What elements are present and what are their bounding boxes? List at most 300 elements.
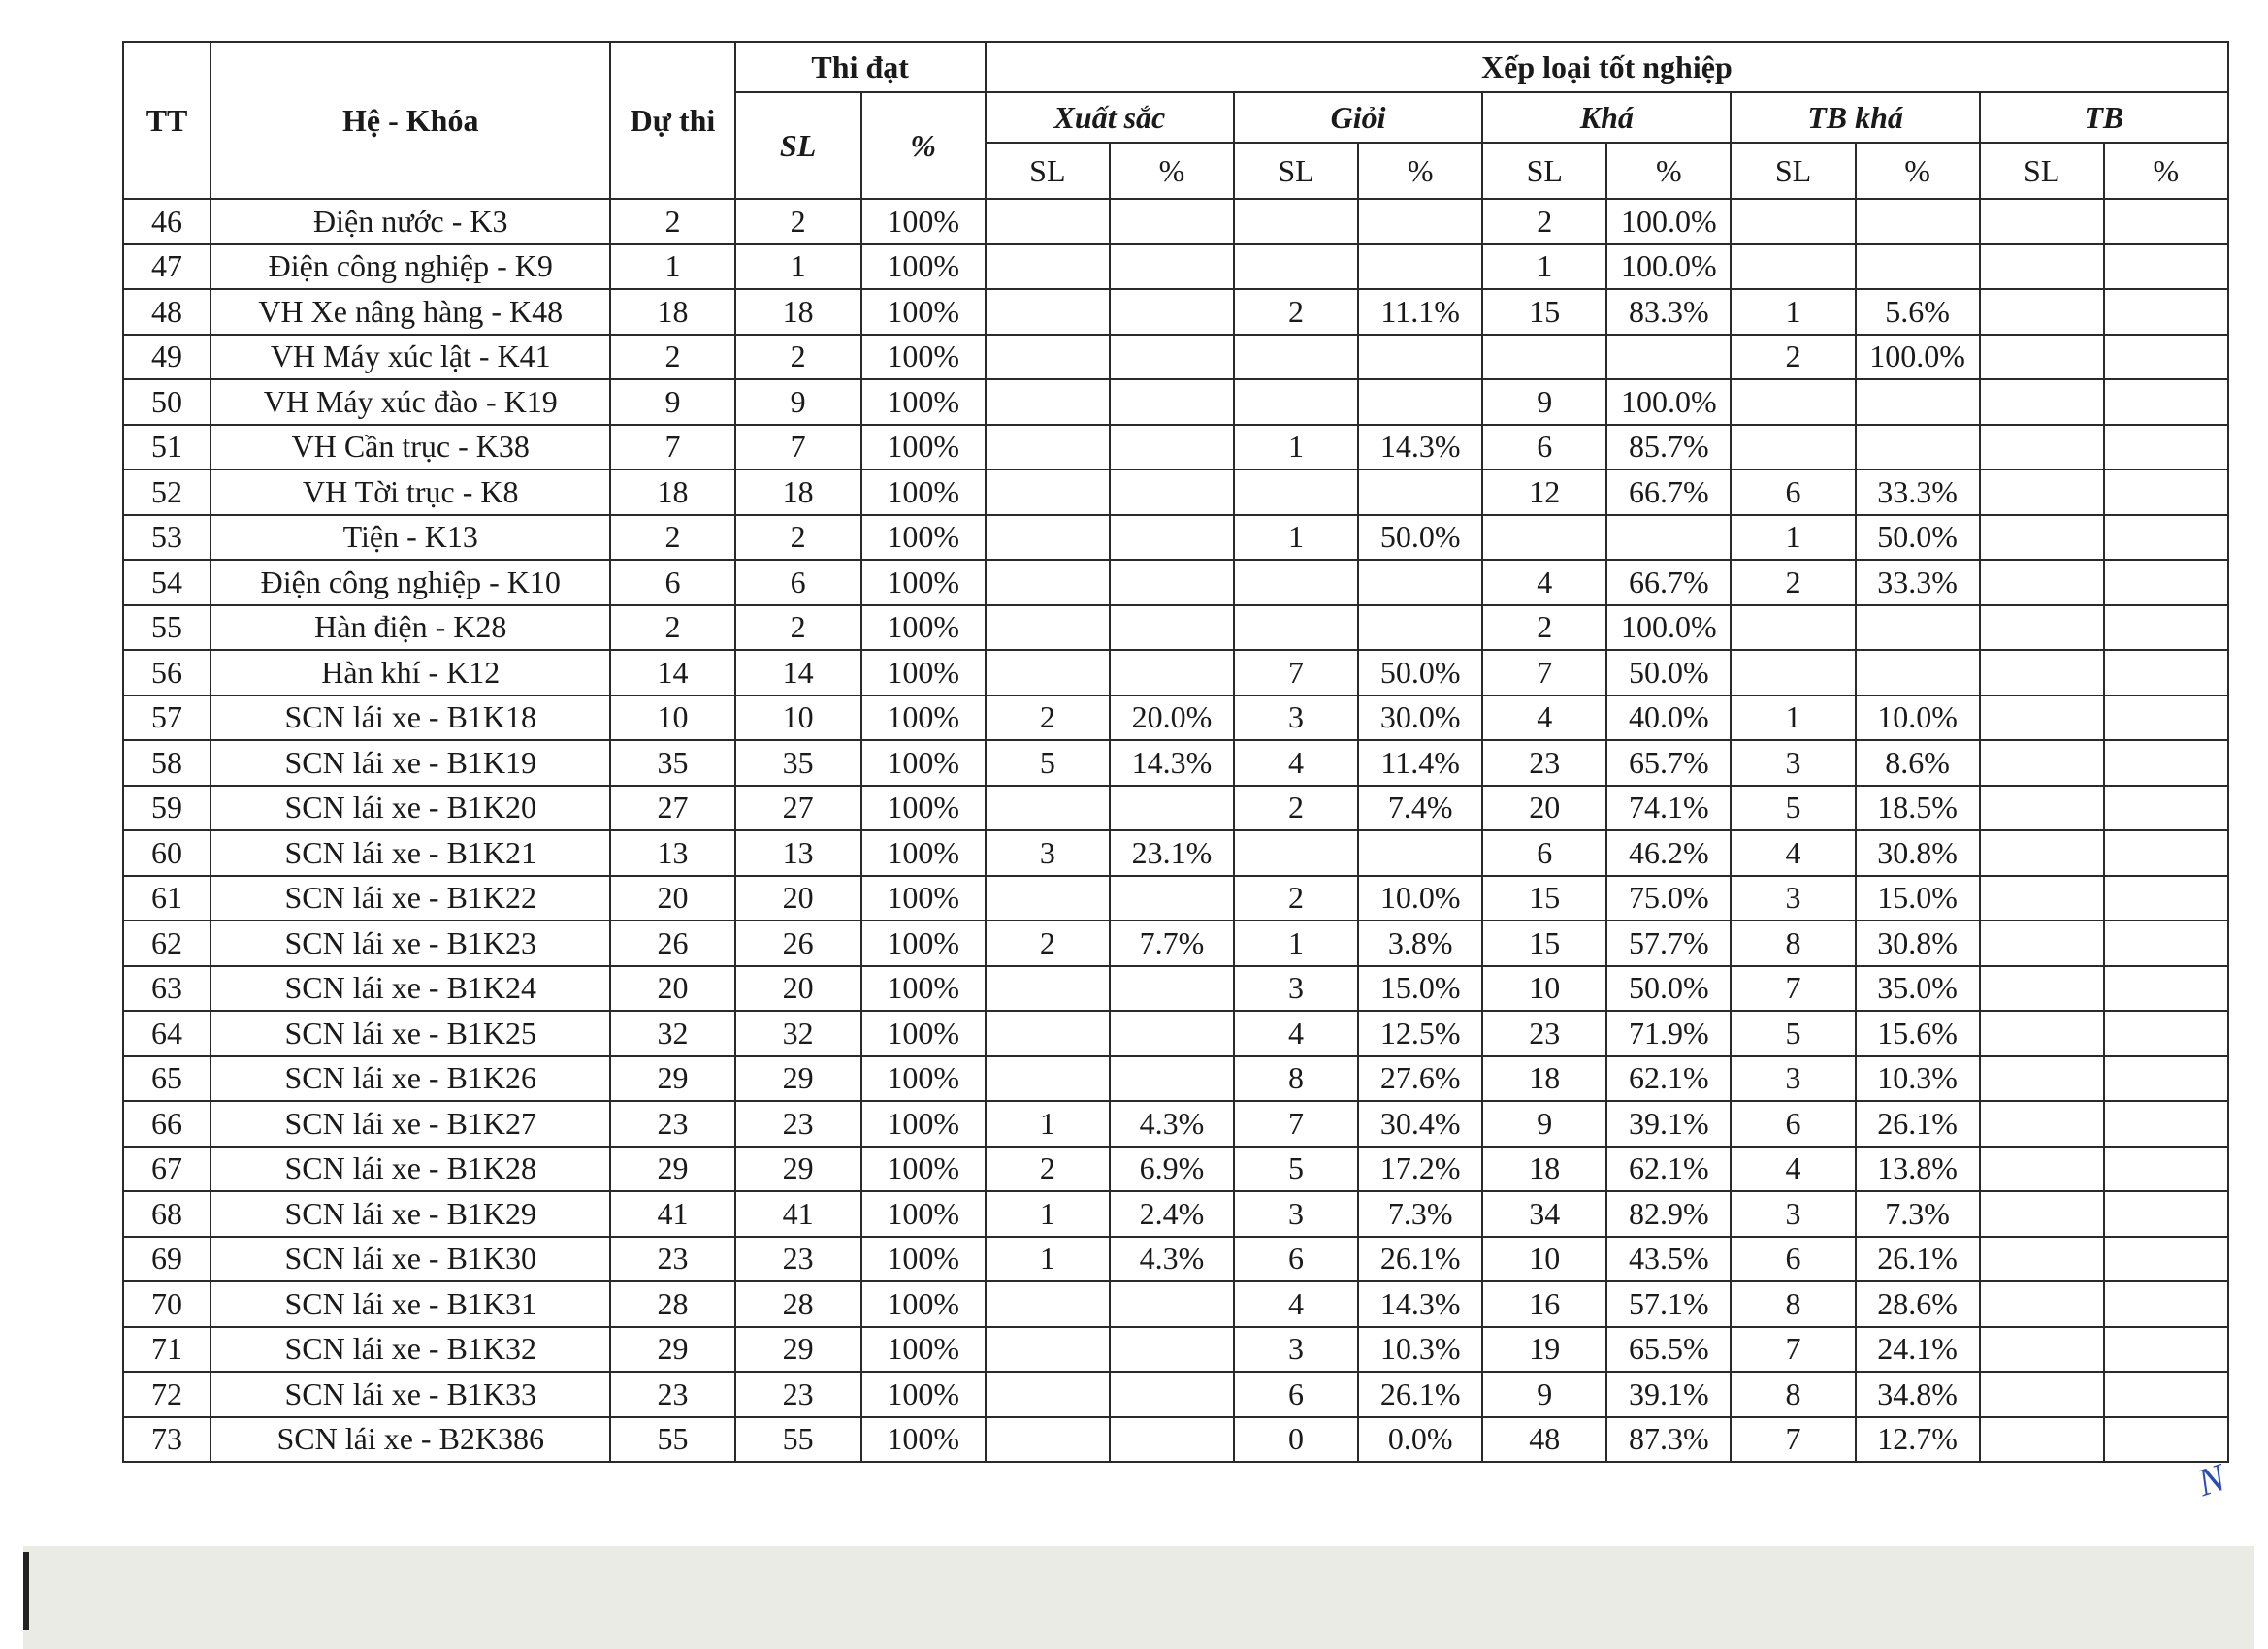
cell-tbk-pct: 10.0% — [1856, 695, 1980, 741]
cell-kha-pct: 50.0% — [1606, 966, 1731, 1012]
cell-gioi-sl — [1234, 605, 1358, 651]
cell-tbk-pct: 50.0% — [1856, 515, 1980, 561]
cell-kha-pct: 43.5% — [1606, 1237, 1731, 1282]
cell-xs-pct: 14.3% — [1110, 740, 1234, 786]
cell-gioi-pct: 14.3% — [1358, 1281, 1482, 1327]
cell-xs-pct: 4.3% — [1110, 1101, 1234, 1147]
cell-tb-pct — [2104, 786, 2228, 831]
cell-kha-sl: 9 — [1482, 1101, 1606, 1147]
cell-gioi-sl: 1 — [1234, 921, 1358, 966]
cell-kha-sl: 1 — [1482, 244, 1606, 290]
cell-kha-pct: 100.0% — [1606, 199, 1731, 244]
cell-tbk-pct: 30.8% — [1856, 921, 1980, 966]
table-row — [123, 199, 2228, 244]
table-row — [123, 469, 2228, 515]
cell-xs-sl: 2 — [986, 921, 1110, 966]
cell-gioi-pct: 27.6% — [1358, 1056, 1482, 1102]
table-row — [123, 244, 2228, 290]
cell-du-thi: 1 — [610, 244, 734, 290]
cell-kha-sl — [1482, 515, 1606, 561]
cell-xs-sl — [986, 469, 1110, 515]
cell-dat-pct: 100% — [861, 650, 986, 695]
table-body — [123, 199, 2228, 1462]
cell-kha-sl: 15 — [1482, 876, 1606, 922]
cell-tbk-pct: 15.0% — [1856, 876, 1980, 922]
cell-kha-sl: 4 — [1482, 560, 1606, 605]
cell-xs-sl — [986, 1372, 1110, 1417]
cell-tt: 49 — [123, 335, 211, 380]
table-row — [123, 289, 2228, 335]
graduation-results-table — [122, 41, 2229, 1463]
cell-tbk-sl: 7 — [1731, 966, 1855, 1012]
cell-du-thi: 29 — [610, 1327, 734, 1373]
cell-gioi-sl: 3 — [1234, 695, 1358, 741]
cell-name: SCN lái xe - B1K27 — [211, 1101, 610, 1147]
cell-du-thi: 55 — [610, 1417, 734, 1463]
cell-tt: 72 — [123, 1372, 211, 1417]
table-header — [123, 42, 2228, 199]
cell-name: VH Xe nâng hàng - K48 — [211, 289, 610, 335]
cell-tb-sl — [1980, 1237, 2104, 1282]
cell-du-thi: 2 — [610, 515, 734, 561]
cell-tt: 59 — [123, 786, 211, 831]
cell-xs-pct — [1110, 1372, 1234, 1417]
cell-dat-pct: 100% — [861, 1147, 986, 1192]
cell-tbk-sl — [1731, 199, 1855, 244]
cell-gioi-pct: 10.3% — [1358, 1327, 1482, 1373]
cell-gioi-sl — [1234, 560, 1358, 605]
cell-tbk-pct: 33.3% — [1856, 560, 1980, 605]
cell-xs-pct — [1110, 425, 1234, 470]
cell-gioi-sl: 7 — [1234, 1101, 1358, 1147]
cell-gioi-sl: 1 — [1234, 425, 1358, 470]
table-row — [123, 695, 2228, 741]
cell-du-thi: 13 — [610, 830, 734, 876]
cell-tb-sl — [1980, 605, 2104, 651]
cell-gioi-pct: 11.4% — [1358, 740, 1482, 786]
header-dat-sl: SL — [735, 92, 861, 199]
cell-gioi-pct: 50.0% — [1358, 515, 1482, 561]
cell-tbk-sl: 1 — [1731, 515, 1855, 561]
cell-kha-pct: 65.7% — [1606, 740, 1731, 786]
cell-xs-sl — [986, 1417, 1110, 1463]
scanner-bed-strip — [23, 1546, 2254, 1649]
cell-dat-pct: 100% — [861, 1011, 986, 1056]
cell-tt: 58 — [123, 740, 211, 786]
cell-dat-sl: 27 — [735, 786, 861, 831]
cell-gioi-pct: 14.3% — [1358, 425, 1482, 470]
cell-gioi-pct: 7.3% — [1358, 1191, 1482, 1237]
cell-dat-sl: 10 — [735, 695, 861, 741]
table-row — [123, 1147, 2228, 1192]
cell-dat-pct: 100% — [861, 966, 986, 1012]
cell-name: SCN lái xe - B1K18 — [211, 695, 610, 741]
cell-xs-sl — [986, 515, 1110, 561]
cell-xs-sl — [986, 1281, 1110, 1327]
cell-tb-sl — [1980, 786, 2104, 831]
cell-tb-pct — [2104, 1101, 2228, 1147]
cell-name: VH Máy xúc đào - K19 — [211, 379, 610, 425]
cell-du-thi: 29 — [610, 1147, 734, 1192]
cell-gioi-pct — [1358, 560, 1482, 605]
cell-tb-sl — [1980, 379, 2104, 425]
cell-name: SCN lái xe - B1K28 — [211, 1147, 610, 1192]
cell-xs-pct — [1110, 1417, 1234, 1463]
cell-tbk-pct — [1856, 379, 1980, 425]
cell-tb-pct — [2104, 1191, 2228, 1237]
cell-xs-sl: 1 — [986, 1101, 1110, 1147]
cell-tt: 60 — [123, 830, 211, 876]
cell-tb-sl — [1980, 1101, 2104, 1147]
cell-dat-sl: 28 — [735, 1281, 861, 1327]
cell-gioi-pct — [1358, 379, 1482, 425]
cell-xs-sl: 1 — [986, 1237, 1110, 1282]
cell-tt: 66 — [123, 1101, 211, 1147]
cell-tb-sl — [1980, 1281, 2104, 1327]
cell-xs-sl — [986, 605, 1110, 651]
cell-name: SCN lái xe - B1K22 — [211, 876, 610, 922]
cell-dat-sl: 18 — [735, 469, 861, 515]
cell-tb-sl — [1980, 876, 2104, 922]
cell-tbk-sl — [1731, 244, 1855, 290]
cell-xs-pct: 7.7% — [1110, 921, 1234, 966]
table-row — [123, 605, 2228, 651]
cell-dat-pct: 100% — [861, 289, 986, 335]
cell-gioi-sl: 4 — [1234, 740, 1358, 786]
cell-tb-pct — [2104, 379, 2228, 425]
cell-dat-sl: 13 — [735, 830, 861, 876]
cell-du-thi: 10 — [610, 695, 734, 741]
cell-tbk-pct: 26.1% — [1856, 1101, 1980, 1147]
cell-gioi-pct: 10.0% — [1358, 876, 1482, 922]
cell-tb-sl — [1980, 1372, 2104, 1417]
cell-dat-pct: 100% — [861, 740, 986, 786]
cell-gioi-sl: 6 — [1234, 1372, 1358, 1417]
cell-tbk-sl: 2 — [1731, 560, 1855, 605]
cell-name: VH Cần trục - K38 — [211, 425, 610, 470]
cell-kha-sl: 23 — [1482, 740, 1606, 786]
cell-xs-pct — [1110, 199, 1234, 244]
cell-tbk-pct — [1856, 650, 1980, 695]
header-xs-sl: SL — [986, 143, 1110, 199]
cell-tb-pct — [2104, 1237, 2228, 1282]
cell-tbk-pct: 10.3% — [1856, 1056, 1980, 1102]
cell-tbk-sl: 5 — [1731, 1011, 1855, 1056]
cell-tbk-sl: 1 — [1731, 695, 1855, 741]
cell-tbk-pct: 5.6% — [1856, 289, 1980, 335]
cell-tbk-pct — [1856, 244, 1980, 290]
cell-tb-pct — [2104, 1147, 2228, 1192]
cell-tt: 65 — [123, 1056, 211, 1102]
cell-tt: 73 — [123, 1417, 211, 1463]
cell-name: SCN lái xe - B1K24 — [211, 966, 610, 1012]
cell-tb-pct — [2104, 1056, 2228, 1102]
cell-tbk-sl: 3 — [1731, 1191, 1855, 1237]
cell-tbk-pct: 7.3% — [1856, 1191, 1980, 1237]
cell-kha-pct: 71.9% — [1606, 1011, 1731, 1056]
cell-xs-sl — [986, 786, 1110, 831]
cell-name: SCN lái xe - B1K31 — [211, 1281, 610, 1327]
cell-tt: 62 — [123, 921, 211, 966]
cell-gioi-pct — [1358, 469, 1482, 515]
cell-tt: 55 — [123, 605, 211, 651]
cell-xs-sl — [986, 199, 1110, 244]
cell-kha-sl: 10 — [1482, 966, 1606, 1012]
table-row — [123, 876, 2228, 922]
cell-dat-sl: 23 — [735, 1372, 861, 1417]
cell-xs-sl — [986, 1327, 1110, 1373]
cell-tbk-pct: 26.1% — [1856, 1237, 1980, 1282]
cell-dat-pct: 100% — [861, 515, 986, 561]
scan-edge-mark — [23, 1552, 29, 1630]
cell-tbk-pct: 35.0% — [1856, 966, 1980, 1012]
cell-kha-pct: 75.0% — [1606, 876, 1731, 922]
cell-tb-pct — [2104, 289, 2228, 335]
cell-name: Tiện - K13 — [211, 515, 610, 561]
table-row — [123, 560, 2228, 605]
cell-name: Điện công nghiệp - K10 — [211, 560, 610, 605]
table-row — [123, 1191, 2228, 1237]
cell-xs-sl — [986, 966, 1110, 1012]
cell-dat-pct: 100% — [861, 335, 986, 380]
cell-tb-pct — [2104, 469, 2228, 515]
cell-name: Điện nước - K3 — [211, 199, 610, 244]
cell-tbk-pct: 18.5% — [1856, 786, 1980, 831]
cell-xs-sl: 5 — [986, 740, 1110, 786]
cell-du-thi: 9 — [610, 379, 734, 425]
cell-gioi-pct: 7.4% — [1358, 786, 1482, 831]
cell-tbk-sl: 7 — [1731, 1417, 1855, 1463]
cell-dat-sl: 9 — [735, 379, 861, 425]
cell-tb-sl — [1980, 1417, 2104, 1463]
cell-xs-sl: 2 — [986, 1147, 1110, 1192]
handwritten-initials: N — [2191, 1454, 2230, 1505]
cell-gioi-sl — [1234, 830, 1358, 876]
cell-tb-sl — [1980, 199, 2104, 244]
header-kha-pct: % — [1606, 143, 1731, 199]
cell-tb-pct — [2104, 1281, 2228, 1327]
cell-name: Điện công nghiệp - K9 — [211, 244, 610, 290]
cell-dat-sl: 20 — [735, 876, 861, 922]
cell-tb-sl — [1980, 695, 2104, 741]
cell-tb-pct — [2104, 695, 2228, 741]
cell-gioi-sl — [1234, 469, 1358, 515]
cell-dat-sl: 2 — [735, 199, 861, 244]
cell-tbk-sl: 8 — [1731, 921, 1855, 966]
cell-du-thi: 26 — [610, 921, 734, 966]
table-row — [123, 1372, 2228, 1417]
cell-dat-pct: 100% — [861, 469, 986, 515]
cell-gioi-sl: 2 — [1234, 786, 1358, 831]
cell-tb-sl — [1980, 425, 2104, 470]
header-grade-kha: Khá — [1482, 92, 1731, 143]
cell-tb-sl — [1980, 1191, 2104, 1237]
cell-xs-pct — [1110, 515, 1234, 561]
cell-xs-sl — [986, 650, 1110, 695]
cell-kha-sl: 4 — [1482, 695, 1606, 741]
cell-dat-pct: 100% — [861, 786, 986, 831]
cell-name: SCN lái xe - B1K26 — [211, 1056, 610, 1102]
cell-dat-sl: 2 — [735, 335, 861, 380]
cell-tbk-sl — [1731, 379, 1855, 425]
cell-dat-pct: 100% — [861, 1372, 986, 1417]
table-row — [123, 515, 2228, 561]
cell-xs-pct — [1110, 966, 1234, 1012]
cell-gioi-sl: 2 — [1234, 289, 1358, 335]
cell-name: SCN lái xe - B1K29 — [211, 1191, 610, 1237]
cell-tb-pct — [2104, 560, 2228, 605]
cell-dat-pct: 100% — [861, 921, 986, 966]
cell-tb-pct — [2104, 876, 2228, 922]
cell-tb-sl — [1980, 740, 2104, 786]
header-kha-sl: SL — [1482, 143, 1606, 199]
cell-tt: 69 — [123, 1237, 211, 1282]
cell-dat-pct: 100% — [861, 560, 986, 605]
cell-dat-pct: 100% — [861, 1191, 986, 1237]
cell-kha-pct: 62.1% — [1606, 1056, 1731, 1102]
cell-gioi-sl: 4 — [1234, 1281, 1358, 1327]
cell-tb-sl — [1980, 335, 2104, 380]
cell-tbk-sl — [1731, 650, 1855, 695]
cell-xs-sl: 2 — [986, 695, 1110, 741]
header-dat-pct: % — [861, 92, 986, 199]
cell-tt: 67 — [123, 1147, 211, 1192]
cell-dat-sl: 20 — [735, 966, 861, 1012]
cell-tbk-pct — [1856, 605, 1980, 651]
cell-kha-sl: 12 — [1482, 469, 1606, 515]
cell-gioi-pct: 3.8% — [1358, 921, 1482, 966]
cell-tb-sl — [1980, 1011, 2104, 1056]
cell-du-thi: 35 — [610, 740, 734, 786]
cell-dat-pct: 100% — [861, 199, 986, 244]
cell-tb-pct — [2104, 830, 2228, 876]
cell-dat-sl: 23 — [735, 1237, 861, 1282]
cell-tb-sl — [1980, 650, 2104, 695]
cell-kha-pct: 85.7% — [1606, 425, 1731, 470]
table-row — [123, 740, 2228, 786]
cell-xs-pct: 4.3% — [1110, 1237, 1234, 1282]
cell-tbk-sl: 3 — [1731, 876, 1855, 922]
cell-tb-pct — [2104, 335, 2228, 380]
cell-tb-sl — [1980, 1147, 2104, 1192]
cell-dat-pct: 100% — [861, 1281, 986, 1327]
cell-du-thi: 18 — [610, 469, 734, 515]
cell-kha-sl: 7 — [1482, 650, 1606, 695]
cell-tbk-pct: 100.0% — [1856, 335, 1980, 380]
cell-kha-pct: 83.3% — [1606, 289, 1731, 335]
cell-tb-pct — [2104, 921, 2228, 966]
cell-tb-pct — [2104, 1327, 2228, 1373]
cell-xs-sl — [986, 1011, 1110, 1056]
cell-dat-sl: 1 — [735, 244, 861, 290]
cell-tbk-sl: 3 — [1731, 740, 1855, 786]
cell-du-thi: 2 — [610, 335, 734, 380]
cell-kha-sl: 2 — [1482, 199, 1606, 244]
cell-kha-sl: 23 — [1482, 1011, 1606, 1056]
table-row — [123, 650, 2228, 695]
table-row — [123, 425, 2228, 470]
cell-du-thi: 28 — [610, 1281, 734, 1327]
cell-tbk-sl — [1731, 605, 1855, 651]
cell-gioi-sl — [1234, 379, 1358, 425]
cell-tbk-sl — [1731, 425, 1855, 470]
cell-xs-pct: 2.4% — [1110, 1191, 1234, 1237]
cell-du-thi: 20 — [610, 966, 734, 1012]
table-row — [123, 1281, 2228, 1327]
cell-name: Hàn khí - K12 — [211, 650, 610, 695]
cell-xs-pct — [1110, 1056, 1234, 1102]
header-tbk-sl: SL — [1731, 143, 1855, 199]
cell-dat-sl: 32 — [735, 1011, 861, 1056]
cell-name: VH Máy xúc lật - K41 — [211, 335, 610, 380]
table-row — [123, 335, 2228, 380]
cell-gioi-sl: 5 — [1234, 1147, 1358, 1192]
cell-tbk-pct: 15.6% — [1856, 1011, 1980, 1056]
cell-du-thi: 2 — [610, 199, 734, 244]
cell-tt: 52 — [123, 469, 211, 515]
cell-kha-pct: 100.0% — [1606, 605, 1731, 651]
cell-du-thi: 7 — [610, 425, 734, 470]
cell-kha-sl — [1482, 335, 1606, 380]
cell-tb-sl — [1980, 289, 2104, 335]
cell-gioi-pct — [1358, 335, 1482, 380]
cell-xs-sl — [986, 1056, 1110, 1102]
cell-name: VH Tời trục - K8 — [211, 469, 610, 515]
cell-gioi-pct: 12.5% — [1358, 1011, 1482, 1056]
cell-xs-pct — [1110, 786, 1234, 831]
cell-kha-pct: 66.7% — [1606, 469, 1731, 515]
cell-gioi-pct — [1358, 605, 1482, 651]
header-thi-dat: Thi đạt — [735, 42, 986, 92]
cell-tb-pct — [2104, 199, 2228, 244]
cell-gioi-sl: 1 — [1234, 515, 1358, 561]
cell-tt: 54 — [123, 560, 211, 605]
cell-gioi-pct — [1358, 830, 1482, 876]
cell-tbk-sl: 6 — [1731, 1101, 1855, 1147]
cell-kha-pct: 57.1% — [1606, 1281, 1731, 1327]
cell-gioi-sl: 3 — [1234, 966, 1358, 1012]
cell-tb-sl — [1980, 515, 2104, 561]
cell-tbk-sl: 4 — [1731, 1147, 1855, 1192]
cell-dat-pct: 100% — [861, 379, 986, 425]
cell-kha-sl: 2 — [1482, 605, 1606, 651]
cell-tb-pct — [2104, 605, 2228, 651]
cell-dat-sl: 7 — [735, 425, 861, 470]
cell-xs-sl: 3 — [986, 830, 1110, 876]
cell-du-thi: 23 — [610, 1101, 734, 1147]
cell-gioi-sl: 3 — [1234, 1191, 1358, 1237]
cell-xs-pct — [1110, 605, 1234, 651]
cell-tb-pct — [2104, 966, 2228, 1012]
cell-tbk-pct: 8.6% — [1856, 740, 1980, 786]
cell-xs-sl — [986, 289, 1110, 335]
cell-tt: 53 — [123, 515, 211, 561]
cell-tbk-sl: 6 — [1731, 1237, 1855, 1282]
cell-dat-pct: 100% — [861, 1101, 986, 1147]
cell-xs-pct — [1110, 335, 1234, 380]
cell-kha-pct: 87.3% — [1606, 1417, 1731, 1463]
cell-tb-pct — [2104, 515, 2228, 561]
header-grade-tb-kha: TB khá — [1731, 92, 1979, 143]
cell-name: SCN lái xe - B1K19 — [211, 740, 610, 786]
cell-dat-sl: 55 — [735, 1417, 861, 1463]
cell-gioi-sl: 3 — [1234, 1327, 1358, 1373]
cell-kha-sl: 18 — [1482, 1147, 1606, 1192]
cell-xs-pct — [1110, 650, 1234, 695]
table-row — [123, 1011, 2228, 1056]
cell-kha-pct — [1606, 335, 1731, 380]
cell-gioi-sl — [1234, 199, 1358, 244]
